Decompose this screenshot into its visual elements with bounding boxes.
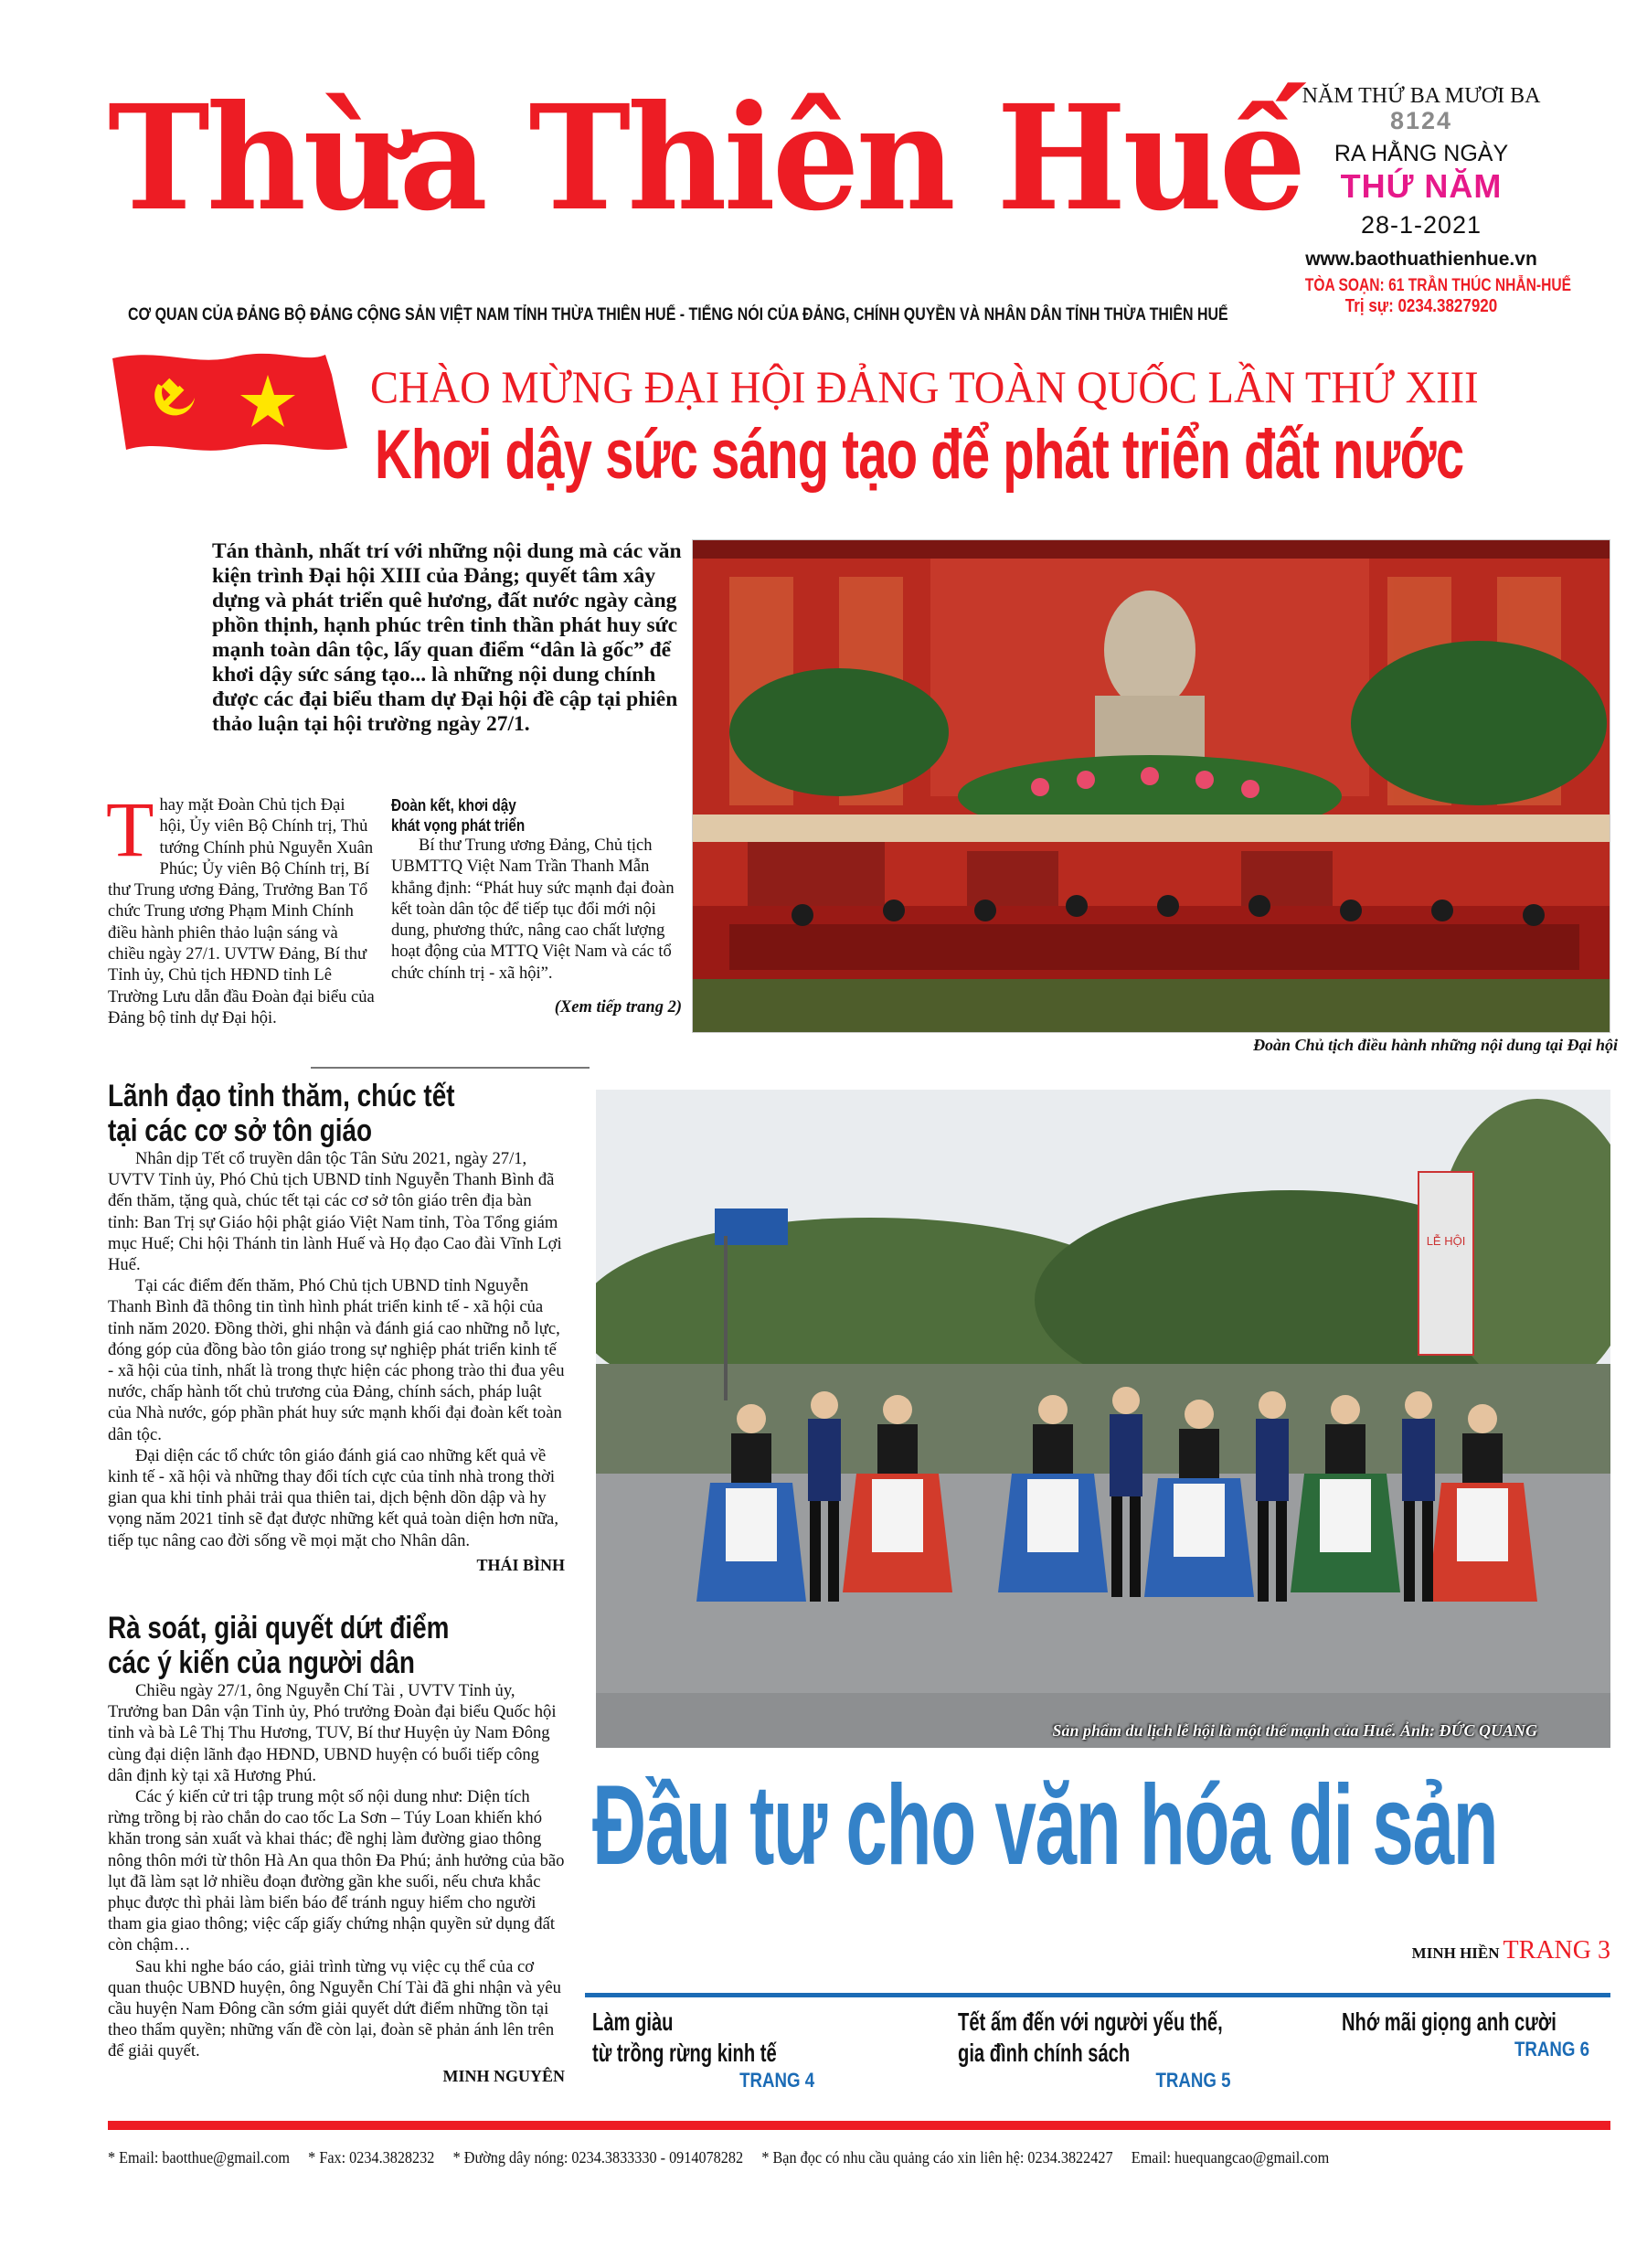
footer-email[interactable]: * Email: baotthue@gmail.com [108, 2148, 290, 2167]
article1-headline-2[interactable]: tại các cơ sở tôn giáo [108, 1113, 373, 1148]
lead-subhead-2: khát vọng phát triển [391, 816, 526, 835]
feature-headline[interactable]: Đầu tư cho văn hóa di sản [592, 1762, 1498, 1889]
teaser-item[interactable] [592, 2007, 921, 2092]
article1-headline-1[interactable]: Lãnh đạo tỉnh thăm, chúc tết [108, 1079, 455, 1113]
festival-photo-caption: Sản phẩm du lịch lễ hội là một thế mạnh của Huế. Ảnh: ĐỨC QUANG [1052, 1721, 1537, 1740]
lead-subhead-1: Đoàn kết, khơi dậy [391, 796, 516, 815]
lead-body-1: hay mặt Đoàn Chủ tịch Đại hội, Ủy viên Bộ Chính trị, Thủ tướng Chính phủ Nguyễn Xuân Phúc; Ủy viên Bộ Chính trị, Bí thư Trung ương Đảng, Trưởng Ban Tổ chức Trung ương Phạm Minh Chính điều hành phiên thảo luận sáng và chiều ngày 27/1. UVTW Đảng, Bí thư Tỉnh ủy, Chủ tịch HĐND tỉnh Lê Trường Lưu dẫn đầu Đoàn đại biểu của Đảng bộ tỉnh dự Đại hội. [108, 796, 375, 1028]
drop-cap: T [106, 785, 154, 873]
newspaper-title: Thừa Thiên Huế [108, 74, 1303, 243]
feature-byline [1280, 1936, 1610, 1965]
issue-date: 28-1-2021 [1360, 211, 1482, 239]
article-citizen-opinions [108, 1611, 565, 2087]
footer-ads-email[interactable]: Email: huequangcao@gmail.com [1131, 2148, 1330, 2167]
footer-contact [108, 2148, 1461, 2167]
congress-hall-illustration [693, 540, 1610, 1033]
teaser-page[interactable]: TRANG 6 [1514, 2038, 1590, 2060]
office-phone: Trị sự: 0234.3827920 [1344, 296, 1498, 316]
teaser-item[interactable] [958, 2007, 1342, 2092]
footer-ads: * Bạn đọc có nhu cầu quảng cáo xin liên hệ: 0234.3822427 [761, 2148, 1113, 2167]
office-address: TÒA SOẠN: 61 TRẦN THÚC NHẪN-HUẾ [1304, 276, 1572, 295]
issue-frequency: RA HẰNG NGÀY [1334, 141, 1509, 166]
article2-paragraph: Các ý kiến cử tri tập trung một số nội dung như: Diện tích rừng trồng bị rào chắn do cao tốc La Sơn – Túy Loan khiến khó khăn trong sản xuất và khai thác; đề nghị làm đường giao thông nông thôn mới từ thôn Hà An qua thôn Đa Phú; ảnh hưởng của bão lụt đã làm sạt lở nhiều đoạn đường gần khe suối, nếu chưa khắc phục được thì phải làm biển báo để tránh nguy hiểm cho người tham gia giao thông; việc cấp giấy chứng nhận quyền sử dụng đất còn chậm… [108, 1787, 565, 1955]
festival-photo [596, 1090, 1610, 1748]
article1-byline: THÁI BÌNH [476, 1555, 565, 1574]
lead-body-2: Bí thư Trung ương Đảng, Chủ tịch UBMTTQ Việt Nam Trần Thanh Mẫn khẳng định: “Phát huy sức mạnh đại đoàn kết toàn dân tộc để tiếp tục đổi mới nội dung, phương thức, nâng cao chất lượng hoạt động của MTTQ Việt Nam và các tổ chức chính trị - xã hội”. [391, 836, 675, 983]
article-religious-visit [108, 1079, 565, 1576]
website-link[interactable]: www.baothuathienhue.vn [1305, 249, 1537, 270]
teaser-title: từ trồng rừng kinh tế [592, 2039, 777, 2067]
teaser-title: Làm giàu [592, 2007, 674, 2036]
festival-banner: LỄ HỘI [1426, 1234, 1466, 1248]
teaser-title: Nhớ mãi giọng anh cười [1342, 2007, 1557, 2036]
article2-headline-2[interactable]: các ý kiến của người dân [108, 1645, 415, 1680]
party-flag-icon [108, 347, 355, 453]
footer-divider [108, 2121, 1610, 2130]
continued-link[interactable]: (Xem tiếp trang 2) [554, 998, 682, 1017]
article1-paragraph: Tại các điểm đến thăm, Phó Chủ tịch UBND tỉnh Nguyễn Thanh Bình đã thông tin tình hình phát triển kinh tế - xã hội của tỉnh năm 2020. Đồng thời, ghi nhận và đánh giá cao những nỗ lực, đóng góp của đồng bào tôn giáo trong sự nghiệp phát triển kinh tế - xã hội của tỉnh, nhất là trong thực hiện các phong trào thi đua yêu nước, chấp hành tốt chủ trương của Đảng, chính sách, pháp luật của Nhà nước, góp phần phát huy sức mạnh khối đại đoàn kết toàn dân tộc. [108, 1276, 565, 1444]
issue-weekday: THỨ NĂM [1340, 167, 1503, 205]
lead-summary: Tán thành, nhất trí với những nội dung mà các văn kiện trình Đại hội XIII của Đảng; quyết tâm xây dựng và phát triển quê hương, đất nước ngày càng phồn thịnh, hạnh phúc trên tinh thần phát huy sức mạnh toàn dân tộc, lấy quan điểm “dân là gốc” để khơi dậy sức sáng tạo... là những nội dung chính được các đại biểu tham dự Đại hội đề cập tại phiên thảo luận tại hội trường ngày 27/1. [212, 539, 682, 736]
lead-column-1 [106, 785, 375, 1029]
issue-year: NĂM THỨ BA MƯƠI BA [1302, 84, 1541, 108]
section-divider [311, 1067, 590, 1069]
article1-paragraph: Nhân dịp Tết cổ truyền dân tộc Tân Sửu 2021, ngày 27/1, UVTV Tỉnh ủy, Phó Chủ tịch UBND tỉnh Nguyễn Thanh Bình đã đến thăm, tặng quà, chúc tết tại các cơ sở tôn giáo trên địa bàn tỉnh: Ban Trị sự Giáo hội phật giáo Việt Nam tỉnh, Tòa Tổng giám mục Huế; Chi hội Thánh tin lành Huế và Họ đạo Cao đài Vĩnh Lợi Huế. [108, 1149, 562, 1275]
congress-photo-caption: Đoàn Chủ tịch điều hành những nội dung tại Đại hội [1253, 1036, 1618, 1054]
footer-hotline: * Đường dây nóng: 0234.3833330 - 0914078282 [452, 2148, 744, 2167]
article2-headline-1[interactable]: Rà soát, giải quyết dứt điểm [108, 1611, 450, 1645]
teaser-title: gia đình chính sách [958, 2039, 1131, 2067]
congress-photo [692, 539, 1610, 1033]
issue-number: 8124 [1389, 107, 1453, 134]
article2-paragraph: Chiều ngày 27/1, ông Nguyễn Chí Tài , UVTV Tỉnh ủy, Trưởng ban Dân vận Tỉnh ủy, Phó trưởng Đoàn đại biểu Quốc hội tỉnh và bà Lê Thị Thu Hương, TUV, Bí thư Huyện ủy Nam Đông cùng đại diện lãnh đạo HĐND, UBND huyện có buổi tiếp công dân định kỳ tại xã Hương Phú. [108, 1681, 557, 1785]
teaser-divider [585, 1993, 1610, 1997]
article1-paragraph: Đại diện các tổ chức tôn giáo đánh giá cao những kết quả về kinh tế - xã hội và những thay đổi tích cực của tỉnh nhà trong thời gian qua khi tỉnh phải trải qua thiên tai, dịch bệnh dồn dập và hy vọng năm 2021 tỉnh sẽ đạt được những kết quả toàn diện hơn nữa, tiếp tục nâng cao đời sống về mọi mặt cho Nhân dân. [108, 1445, 558, 1550]
teaser-page[interactable]: TRANG 4 [739, 2069, 815, 2092]
lead-kicker: CHÀO MỪNG ĐẠI HỘI ĐẢNG TOÀN QUỐC LẦN THỨ XIII [370, 361, 1479, 412]
issue-info [1280, 84, 1572, 317]
feature-author: MINH HIỀN [1411, 1944, 1500, 1962]
article2-byline: MINH NGUYÊN [442, 2066, 565, 2085]
feature-page-ref[interactable]: TRANG 3 [1503, 1936, 1610, 1965]
teaser-title: Tết ấm đến với người yếu thế, [958, 2007, 1223, 2036]
masthead-tagline: CƠ QUAN CỦA ĐẢNG BỘ ĐẢNG CỘNG SẢN VIỆT NAM TỈNH THỪA THIÊN HUẾ - TIẾNG NÓI CỦA ĐẢNG, CHÍNH QUYỀN VÀ NHÂN DÂN TỈNH THỪA THIÊN HUẾ [128, 305, 1228, 325]
lead-headline[interactable]: Khơi dậy sức sáng tạo để phát triển đất nước [375, 416, 1464, 494]
folk-dancers-illustration [596, 1090, 1610, 1748]
lead-column-2 [391, 795, 682, 1018]
teaser-page[interactable]: TRANG 5 [1155, 2069, 1231, 2092]
footer-fax: * Fax: 0234.3828232 [308, 2148, 435, 2167]
article2-paragraph: Sau khi nghe báo cáo, giải trình từng vụ việc cụ thể của cơ quan thuộc UBND huyện, ông Nguyễn Chí Tài đã ghi nhận và yêu cầu huyện Nam Đông cần sớm giải quyết dứt điểm những tồn tại theo thẩm quyền; những vấn đề còn lại, đoàn sẽ phản ánh lên trên để giải quyết. [108, 1956, 561, 2061]
teaser-item[interactable] [1342, 2007, 1616, 2061]
